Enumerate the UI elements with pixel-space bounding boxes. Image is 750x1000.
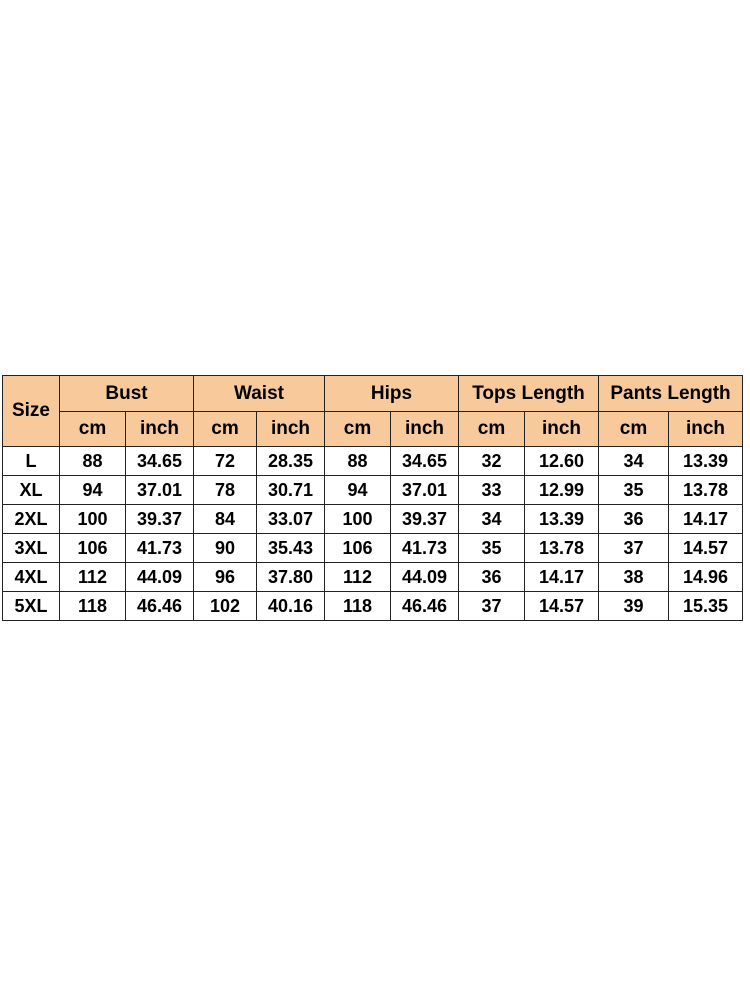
unit-header-inch: inch [391,412,459,447]
measurement-cell: 94 [325,476,391,505]
measurement-cell: 118 [60,592,126,621]
measurement-cell: 106 [60,534,126,563]
group-header-hips: Hips [325,376,459,412]
measurement-cell: 96 [194,563,257,592]
size-cell: XL [3,476,60,505]
measurement-cell: 12.60 [525,447,599,476]
size-cell: 4XL [3,563,60,592]
measurement-cell: 14.17 [669,505,743,534]
table-row [3,476,743,505]
unit-header-inch: inch [126,412,194,447]
size-cell: 3XL [3,534,60,563]
measurement-cell: 41.73 [126,534,194,563]
measurement-cell: 34.65 [391,447,459,476]
measurement-cell: 15.35 [669,592,743,621]
size-chart-table [2,375,743,621]
measurement-cell: 102 [194,592,257,621]
measurement-cell: 13.39 [669,447,743,476]
measurement-cell: 39 [599,592,669,621]
group-header-bust: Bust [60,376,194,412]
table-row [3,592,743,621]
unit-header-cm: cm [194,412,257,447]
unit-header-inch: inch [525,412,599,447]
group-header-pants-length: Pants Length [599,376,743,412]
measurement-cell: 14.57 [669,534,743,563]
measurement-cell: 84 [194,505,257,534]
measurement-cell: 118 [325,592,391,621]
unit-header-inch: inch [669,412,743,447]
measurement-cell: 88 [325,447,391,476]
measurement-cell: 44.09 [391,563,459,592]
measurement-cell: 30.71 [257,476,325,505]
measurement-cell: 35 [599,476,669,505]
table-row [3,563,743,592]
size-table-body [3,447,743,621]
measurement-cell: 36 [599,505,669,534]
measurement-cell: 33 [459,476,525,505]
measurement-cell: 72 [194,447,257,476]
measurement-cell: 37 [459,592,525,621]
measurement-cell: 37.80 [257,563,325,592]
measurement-cell: 40.16 [257,592,325,621]
measurement-cell: 100 [325,505,391,534]
table-row [3,447,743,476]
unit-header-cm: cm [599,412,669,447]
measurement-cell: 35.43 [257,534,325,563]
measurement-cell: 36 [459,563,525,592]
measurement-cell: 78 [194,476,257,505]
measurement-cell: 39.37 [391,505,459,534]
measurement-cell: 46.46 [391,592,459,621]
unit-header-cm: cm [325,412,391,447]
group-header-tops-length: Tops Length [459,376,599,412]
measurement-cell: 12.99 [525,476,599,505]
measurement-cell: 13.78 [525,534,599,563]
measurement-cell: 37 [599,534,669,563]
measurement-cell: 34 [459,505,525,534]
size-cell: 5XL [3,592,60,621]
measurement-cell: 34.65 [126,447,194,476]
measurement-cell: 46.46 [126,592,194,621]
unit-header-cm: cm [459,412,525,447]
measurement-cell: 37.01 [126,476,194,505]
table-row [3,505,743,534]
measurement-cell: 112 [325,563,391,592]
measurement-cell: 112 [60,563,126,592]
size-cell: 2XL [3,505,60,534]
measurement-cell: 44.09 [126,563,194,592]
measurement-cell: 14.17 [525,563,599,592]
measurement-cell: 34 [599,447,669,476]
measurement-cell: 35 [459,534,525,563]
measurement-cell: 38 [599,563,669,592]
measurement-cell: 33.07 [257,505,325,534]
measurement-cell: 90 [194,534,257,563]
measurement-cell: 88 [60,447,126,476]
measurement-cell: 106 [325,534,391,563]
table-row [3,534,743,563]
measurement-cell: 14.96 [669,563,743,592]
measurement-cell: 28.35 [257,447,325,476]
group-header-waist: Waist [194,376,325,412]
unit-header-cm: cm [60,412,126,447]
measurement-cell: 13.39 [525,505,599,534]
unit-header-inch: inch [257,412,325,447]
measurement-cell: 100 [60,505,126,534]
header-group-row [3,376,743,412]
measurement-cell: 32 [459,447,525,476]
measurement-cell: 94 [60,476,126,505]
measurement-cell: 39.37 [126,505,194,534]
size-cell: L [3,447,60,476]
measurement-cell: 13.78 [669,476,743,505]
size-column-header: Size [3,376,60,447]
header-unit-row [3,412,743,447]
measurement-cell: 37.01 [391,476,459,505]
measurement-cell: 14.57 [525,592,599,621]
measurement-cell: 41.73 [391,534,459,563]
